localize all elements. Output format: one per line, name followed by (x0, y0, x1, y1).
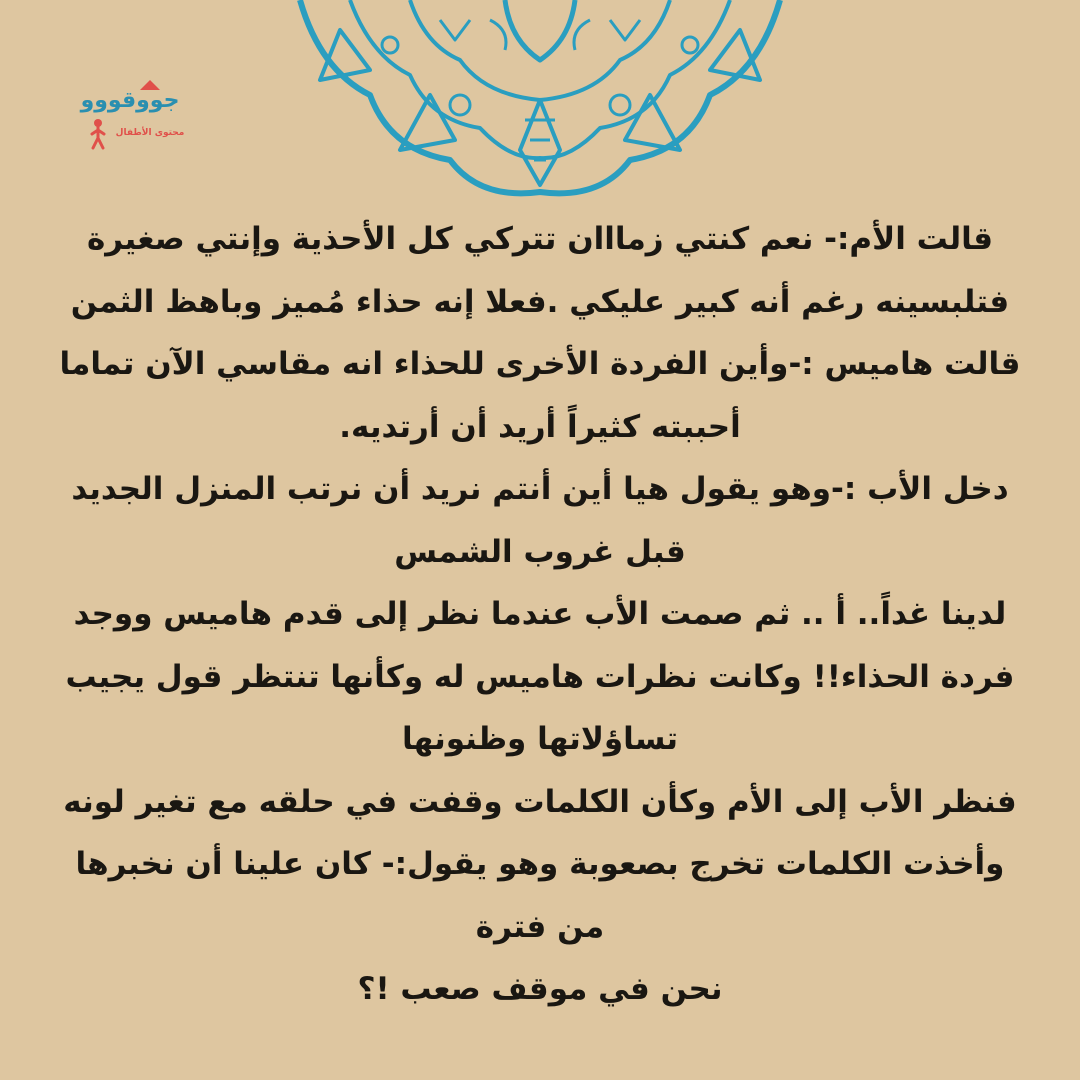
logo-name: جووقووو (80, 88, 180, 113)
story-line: قبل غروب الشمس (394, 533, 686, 570)
logo-tagline: محتوى الأطفال (115, 128, 185, 138)
story-line: قالت هاميس :-وأين الفردة الأخرى للحذاء انه مقاسي الآن تماما (59, 346, 1021, 382)
story-line: نحن في موقف صعب !؟ (357, 971, 723, 1007)
mandala-ornament (280, 0, 800, 200)
story-line: وأخذت الكلمات تخرج بصعوبة وهو يقول:- كان علينا أن نخبرها (75, 846, 1005, 882)
story-line: دخل الأب :-وهو يقول هيا أين أنتم نريد أن نرتب المنزل الجديد (71, 471, 1009, 507)
story-line: فتلبسينه رغم أنه كبير عليكي .فعلا إنه حذاء مُميز وباهظ الثمن (70, 283, 1010, 320)
story-line: فنظر الأب إلى الأم وكأن الكلمات وقفت في حلقه مع تغير لونه (63, 783, 1017, 820)
child-figure-icon (90, 118, 106, 150)
story-line: قالت الأم:- نعم كنتي زمااان تتركي كل الأحذية وإنتي صغيرة (86, 221, 994, 257)
story-line: تساؤلاتها وظنونها (401, 721, 679, 757)
story-line: لدينا غداً.. أ .. ثم صمت الأب عندما نظر إلى قدم هاميس ووجد (73, 596, 1007, 632)
brand-logo (70, 78, 200, 158)
story-text (40, 208, 1040, 1021)
story-line: فردة الحذاء!! وكانت نظرات هاميس له وكأنها تنتظر قول يجيب (65, 658, 1015, 695)
story-line: من فترة (475, 908, 605, 945)
story-line: أحببته كثيراً أريد أن أرتديه. (339, 408, 741, 445)
